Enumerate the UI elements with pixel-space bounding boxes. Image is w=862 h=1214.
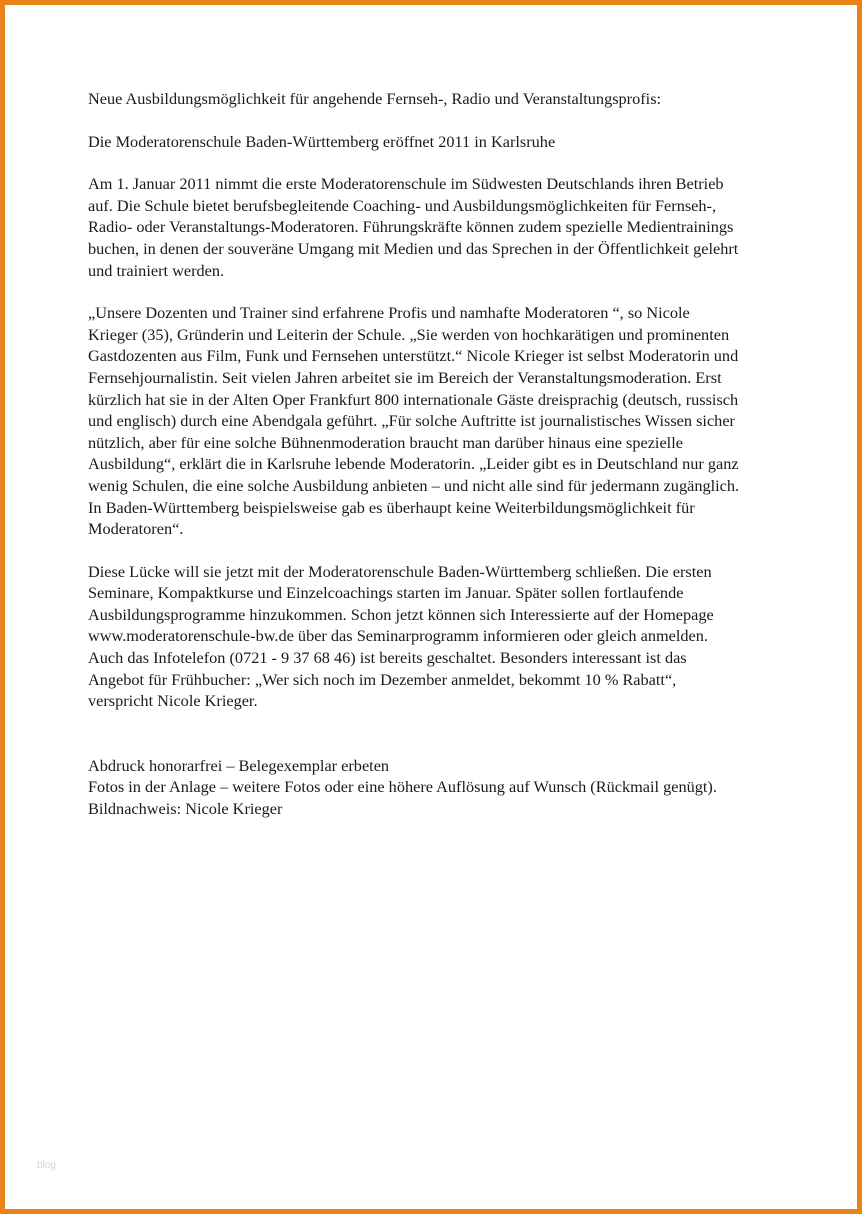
- spacer: [88, 540, 793, 561]
- spacer: [88, 110, 793, 131]
- watermark: blog: [37, 1160, 56, 1171]
- spacer: [88, 281, 793, 302]
- footer-reprint-note: Abdruck honorarfrei – Belegexemplar erbeten: [88, 755, 390, 775]
- spacer: [88, 712, 793, 755]
- document-body: [88, 88, 793, 820]
- spacer: [88, 152, 793, 173]
- footer-photo-credit: Bildnachweis: Nicole Krieger: [88, 799, 283, 819]
- document-subheading: Die Moderatorenschule Baden-Württemberg eröffnet 2011 in Karlsruhe: [88, 131, 556, 151]
- paragraph-intro: Am 1. Januar 2011 nimmt die erste Moderatorenschule im Südwesten Deutschlands ihren Betrieb auf. Die Schule bietet berufsbegleitende Coaching- und Ausbildungsmöglichkeiten für Fernseh-, Radio- oder Veranstaltungs-Moderatoren. Führungskräfte können zudem spezielle Medientrainings buchen, in denen der souveräne Umgang mit Medien und das Sprechen in der Öffentlichkeit gelehrt und trainiert werden.: [88, 174, 739, 280]
- footer-photos-note: Fotos in der Anlage – weitere Fotos oder eine höhere Auflösung auf Wunsch (Rückmail genügt).: [88, 777, 717, 797]
- paragraph-quote: „Unsere Dozenten und Trainer sind erfahrene Profis und namhafte Moderatoren “, so Nicole Krieger (35), Gründerin und Leiterin der Schule. „Sie werden von hochkarätigen und prominenten Gastdozenten aus Film, Funk und Fernsehen unterstützt.“ Nicole Krieger ist selbst Moderatorin und Fernsehjournalistin. Seit vielen Jahren arbeitet sie im Bereich der Veranstaltungsmoderation. Erst kürzlich hat sie in der Alten Oper Frankfurt 800 internationale Gäste dreisprachig (deutsch, russisch und englisch) durch eine Abendgala geführt. „Für solche Auftritte ist journalistisches Wissen sicher nützlich, aber für eine solche Bühnenmoderation braucht man darüber hinaus eine spezielle Ausbildung“, erklärt die in Karlsruhe lebende Moderatorin. „Leider gibt es in Deutschland nur ganz wenig Schulen, die eine solche Ausbildung anbieten – und nicht alle sind für jedermann zugänglich. In Baden-Württemberg beispielsweise gab es überhaupt keine Weiterbildungsmöglichkeit für Moderatoren“.: [88, 303, 740, 539]
- paragraph-offer: Diese Lücke will sie jetzt mit der Moderatorenschule Baden-Württemberg schließen. Die ersten Seminare, Kompaktkurse und Einzelcoachings starten im Januar. Später sollen fortlaufende Ausbildungsprogramme hinzukommen. Schon jetzt können sich Interessierte auf der Homepage www.moderatorenschule-bw.de über das Seminarprogramm informieren oder gleich anmelden. Auch das Infotelefon (0721 - 9 37 68 46) ist bereits geschaltet. Besonders interessant ist das Angebot für Frühbucher: „Wer sich noch im Dezember anmeldet, bekommt 10 % Rabatt“, verspricht Nicole Krieger.: [88, 561, 714, 711]
- document-heading: Neue Ausbildungsmöglichkeit für angehende Fernseh-, Radio und Veranstaltungsprofis:: [88, 89, 662, 108]
